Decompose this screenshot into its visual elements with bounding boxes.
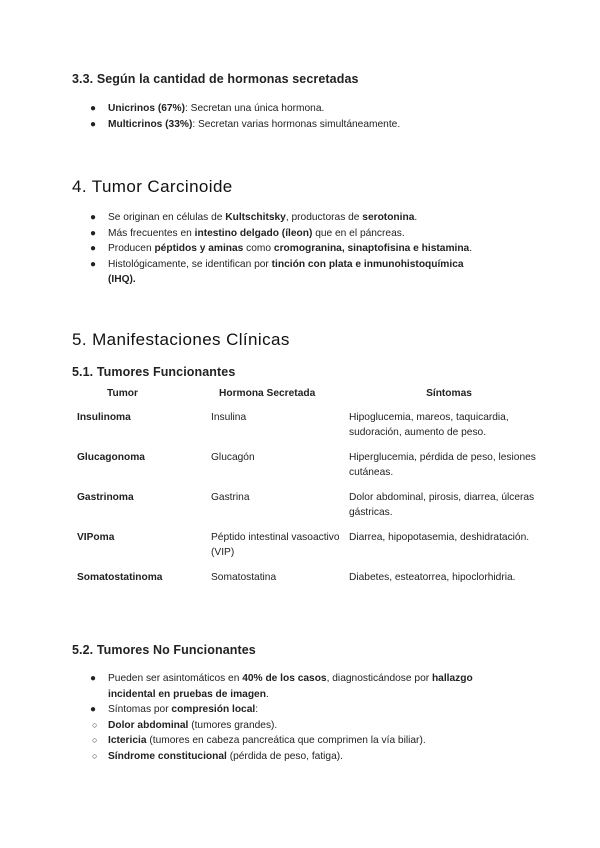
table-cell-hormone: Glucagón (211, 452, 255, 463)
bullet-icon: ● (90, 243, 97, 255)
text: Se originan en células de (108, 212, 226, 223)
list-item-bold: Multicrinos (33%) (108, 118, 193, 130)
section-4-heading: 4. Tumor Carcinoide (72, 177, 233, 196)
list-item-text: : Secretan una única hormona. (185, 103, 325, 114)
table-row (72, 410, 549, 450)
bullet-icon: ● (90, 704, 97, 716)
table-cell-symptoms: Hipoglucemia, mareos, taquicardia, sudoración, aumento de peso. (349, 412, 509, 439)
table-row (72, 450, 549, 490)
bold-text: incidental en pruebas de imagen (108, 688, 266, 700)
bold-text: intestino delgado (íleon) (194, 227, 313, 239)
list-item (90, 101, 548, 117)
table-row (72, 570, 549, 585)
table-cell-tumor (72, 450, 211, 490)
bold-text: tinción con plata e inmunohistoquímica (271, 258, 464, 270)
sublist-item (72, 733, 548, 749)
column-header: Hormona Secretada (219, 388, 316, 399)
bullet-icon: ● (90, 212, 97, 223)
text: . (132, 274, 136, 286)
bold-text: péptidos y aminas (154, 243, 244, 255)
bold-text: Kultschitsky (225, 212, 286, 223)
table-cell-tumor (72, 530, 211, 570)
text: (tumores grandes). (188, 719, 278, 731)
tumor-name: VIPoma (77, 532, 115, 543)
list-item-text: : Secretan varias hormonas simultáneamente. (192, 118, 401, 130)
bullet-icon: ● (90, 258, 97, 270)
bullet-icon: ● (90, 103, 97, 114)
section-5-2-heading: 5.2. Tumores No Funcionantes (72, 643, 256, 657)
bold-text: 40% de los casos (242, 673, 327, 684)
table-header-row (72, 388, 549, 410)
sublist-item (72, 718, 548, 734)
text: : (255, 704, 259, 716)
circle-bullet-icon: ○ (92, 719, 98, 730)
text: Pueden ser asintomáticos en (108, 673, 243, 684)
bullet-icon: ● (90, 227, 97, 239)
circle-bullet-icon: ○ (92, 750, 98, 761)
table-cell-hormone: Péptido intestinal vasoactivo (VIP) (211, 532, 340, 559)
text: Más frecuentes en (108, 227, 195, 239)
text: . (414, 212, 418, 223)
bold-text: Síndrome constitucional (108, 750, 227, 762)
list-item (90, 702, 548, 764)
text: , diagnosticándose por (326, 673, 432, 684)
section-5-2-sublist (72, 718, 548, 765)
table-cell-tumor (72, 490, 211, 530)
text: Síntomas por (108, 704, 172, 716)
bullet-icon: ● (90, 118, 97, 130)
text: como (243, 243, 274, 255)
table-row (72, 530, 549, 570)
table-cell-hormone: Insulina (211, 412, 247, 423)
table-cell-symptoms: Dolor abdominal, pirosis, diarrea, úlceras gástricas. (349, 492, 535, 519)
list-item (90, 241, 548, 257)
sublist-item (72, 749, 548, 765)
list-item (90, 210, 548, 226)
text: . (265, 688, 269, 700)
section-5-heading: 5. Manifestaciones Clínicas (72, 330, 290, 349)
table-cell-hormone: Somatostatina (211, 572, 277, 583)
column-header: Tumor (107, 388, 138, 399)
list-item (90, 671, 548, 702)
column-header: Síntomas (426, 388, 472, 399)
table-cell-symptoms: Diarrea, hipopotasemia, deshidratación. (349, 532, 530, 543)
tumor-name: Glucagonoma (77, 452, 145, 463)
tumor-name: Somatostatinoma (77, 572, 163, 583)
text: Histológicamente, se identifican por (108, 258, 272, 270)
section-5-1-heading: 5.1. Tumores Funcionantes (72, 365, 236, 379)
list-item (90, 226, 548, 242)
table-cell-tumor (72, 570, 211, 585)
bold-text: compresión local (171, 704, 256, 716)
text: que en el páncreas. (312, 227, 405, 239)
section-5-2-list (90, 671, 548, 765)
circle-bullet-icon: ○ (92, 735, 98, 746)
list-item (90, 117, 548, 133)
bullet-icon: ● (90, 673, 97, 684)
list-item (90, 257, 548, 288)
text: Producen (108, 243, 155, 255)
bold-text: (IHQ) (108, 274, 133, 286)
text: . (469, 243, 473, 255)
text: , productoras de (285, 212, 363, 223)
tumor-name: Gastrinoma (77, 492, 134, 503)
bold-text: Dolor abdominal (108, 719, 189, 731)
section-3-3-heading: 3.3. Según la cantidad de hormonas secretadas (72, 72, 359, 86)
bold-text: serotonina (362, 212, 415, 223)
table-cell-symptoms: Hiperglucemia, pérdida de peso, lesiones cutáneas. (349, 452, 536, 479)
functioning-tumors-table (72, 388, 549, 585)
section-3-3-list (90, 101, 548, 132)
bold-text: Ictericia (108, 735, 147, 747)
table-cell-hormone: Gastrina (211, 492, 250, 503)
table-cell-symptoms: Diabetes, esteatorrea, hipoclorhidria. (349, 572, 516, 583)
bold-text: hallazgo (431, 673, 473, 684)
text: (pérdida de peso, fatiga). (226, 750, 343, 762)
section-4-list (90, 210, 548, 288)
table-cell-tumor (72, 410, 211, 450)
tumor-name: Insulinoma (77, 412, 131, 423)
bold-text: cromogranina, sinaptofisina e histamina (273, 243, 470, 255)
list-item-bold: Unicrinos (67%) (108, 103, 185, 114)
table-row (72, 490, 549, 530)
text: (tumores en cabeza pancreática que comprimen la vía biliar). (146, 735, 426, 747)
